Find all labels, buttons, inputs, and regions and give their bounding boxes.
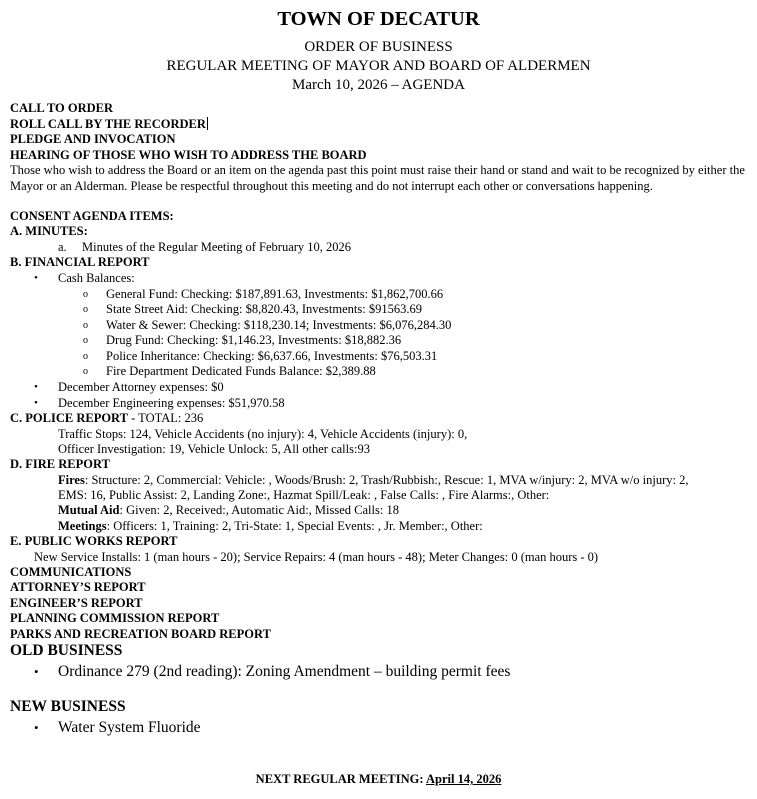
meeting-title: REGULAR MEETING OF MAYOR AND BOARD OF ALDERMEN (166, 58, 591, 74)
engineer-report: ENGINEER’S REPORT (10, 596, 143, 610)
police-heading: C. POLICE REPORT (10, 411, 128, 425)
fund-general: General Fund: Checking: $187,891.63, Investments: $1,862,700.66 (106, 287, 444, 301)
police-heading-line (10, 411, 203, 426)
hearing-text: Those who wish to address the Board or an item on the agenda past this point must raise their hand or stand and wait to be recognized by either the Mayor or an Alderman. Please be respectful throughout this meeting and do not interrupt each other or conversations happening. (10, 163, 745, 193)
bullet-icon: • (34, 397, 38, 409)
bullet-icon: • (34, 664, 39, 679)
sub-bullet-icon: o (83, 304, 88, 315)
order-of-business: ORDER OF BUSINESS (304, 39, 453, 55)
fire-heading: D. FIRE REPORT (10, 457, 110, 471)
new-business-heading: NEW BUSINESS (10, 698, 126, 715)
communications: COMMUNICATIONS (10, 565, 132, 579)
police-line-2: Officer Investigation: 19, Vehicle Unlock: 5, All other calls:93 (58, 442, 370, 456)
cash-balances: Cash Balances: (58, 271, 135, 285)
public-works-heading: E. PUBLIC WORKS REPORT (10, 534, 178, 548)
town-title: TOWN OF DECATUR (277, 8, 480, 30)
public-works-text: New Service Installs: 1 (man hours - 20); Service Repairs: 4 (man hours - 48); Meter Changes: 0 (man hours - 0) (34, 550, 599, 564)
fires-line-1 (58, 473, 688, 488)
attorney-expenses: December Attorney expenses: $0 (58, 380, 224, 394)
minutes-heading: A. MINUTES: (10, 224, 88, 238)
parks-report: PARKS AND RECREATION BOARD REPORT (10, 627, 271, 641)
sub-bullet-icon: o (83, 320, 88, 331)
agenda-date: March 10, 2026 – AGENDA (292, 77, 465, 93)
planning-report: PLANNING COMMISSION REPORT (10, 611, 220, 625)
fund-state-street: State Street Aid: Checking: $8,820.43, Investments: $91563.69 (106, 302, 422, 316)
fund-police-inheritance: Police Inheritance: Checking: $6,637.66, Investments: $76,503.31 (106, 349, 438, 363)
fund-fire-department: Fire Department Dedicated Funds Balance: $2,389.88 (106, 364, 376, 378)
bullet-icon: • (34, 381, 38, 393)
police-line-1: Traffic Stops: 124, Vehicle Accidents (no injury): 4, Vehicle Accidents (injury): 0, (58, 427, 468, 441)
fires-label: Fires (58, 473, 85, 487)
sub-bullet-icon: o (83, 366, 88, 377)
next-meeting-label: NEXT REGULAR MEETING: (255, 772, 426, 786)
mutual-aid-label: Mutual Aid (58, 503, 120, 517)
mutual-aid-line (58, 503, 399, 518)
mutual-aid-text: : Given: 2, Received:, Automatic Aid:, Missed Calls: 18 (119, 503, 399, 517)
meetings-label: Meetings (58, 519, 107, 533)
next-meeting (0, 772, 757, 787)
sub-bullet-icon: o (83, 335, 88, 346)
old-business-heading: OLD BUSINESS (10, 642, 123, 659)
new-business-item: Water System Fluoride (58, 719, 201, 736)
call-to-order: CALL TO ORDER (10, 101, 114, 115)
meetings-text: : Officers: 1, Training: 2, Tri-State: 1, Special Events: , Jr. Member:, Other: (106, 519, 483, 533)
old-business-item: Ordinance 279 (2nd reading): Zoning Amendment – building permit fees (58, 663, 511, 680)
pledge: PLEDGE AND INVOCATION (10, 132, 176, 146)
roll-call (10, 117, 208, 132)
fund-drug: Drug Fund: Checking: $1,146.23, Investments: $18,882.36 (106, 333, 402, 347)
minutes-marker: a. (58, 240, 67, 254)
consent-agenda: CONSENT AGENDA ITEMS: (10, 209, 174, 223)
financial-heading: B. FINANCIAL REPORT (10, 255, 150, 269)
roll-call-text: ROLL CALL BY THE RECORDER (10, 117, 206, 131)
next-meeting-date: April 14, 2026 (425, 772, 502, 786)
text-cursor (207, 117, 208, 130)
engineering-expenses: December Engineering expenses: $51,970.58 (58, 396, 285, 410)
hearing-heading: HEARING OF THOSE WHO WISH TO ADDRESS THE BOARD (10, 148, 367, 162)
fires-line-2: EMS: 16, Public Assist: 2, Landing Zone:, Hazmat Spill/Leak: , False Calls: , Fire Alarms:, Other: (58, 488, 550, 502)
meetings-line (58, 519, 483, 534)
minutes-item: Minutes of the Regular Meeting of February 10, 2026 (82, 240, 352, 254)
police-total: - TOTAL: 236 (127, 411, 204, 425)
fires-text: : Structure: 2, Commercial: Vehicle: , Woods/Brush: 2, Trash/Rubbish:, Rescue: 1, MVA w/injury: 2, MVA w/o injury: 2, (84, 473, 689, 487)
bullet-icon: • (34, 720, 39, 735)
sub-bullet-icon: o (83, 289, 88, 300)
attorney-report: ATTORNEY’S REPORT (10, 580, 146, 594)
bullet-icon: • (34, 272, 38, 284)
fund-water-sewer: Water & Sewer: Checking: $118,230.14; Investments: $6,076,284.30 (106, 318, 452, 332)
sub-bullet-icon: o (83, 351, 88, 362)
